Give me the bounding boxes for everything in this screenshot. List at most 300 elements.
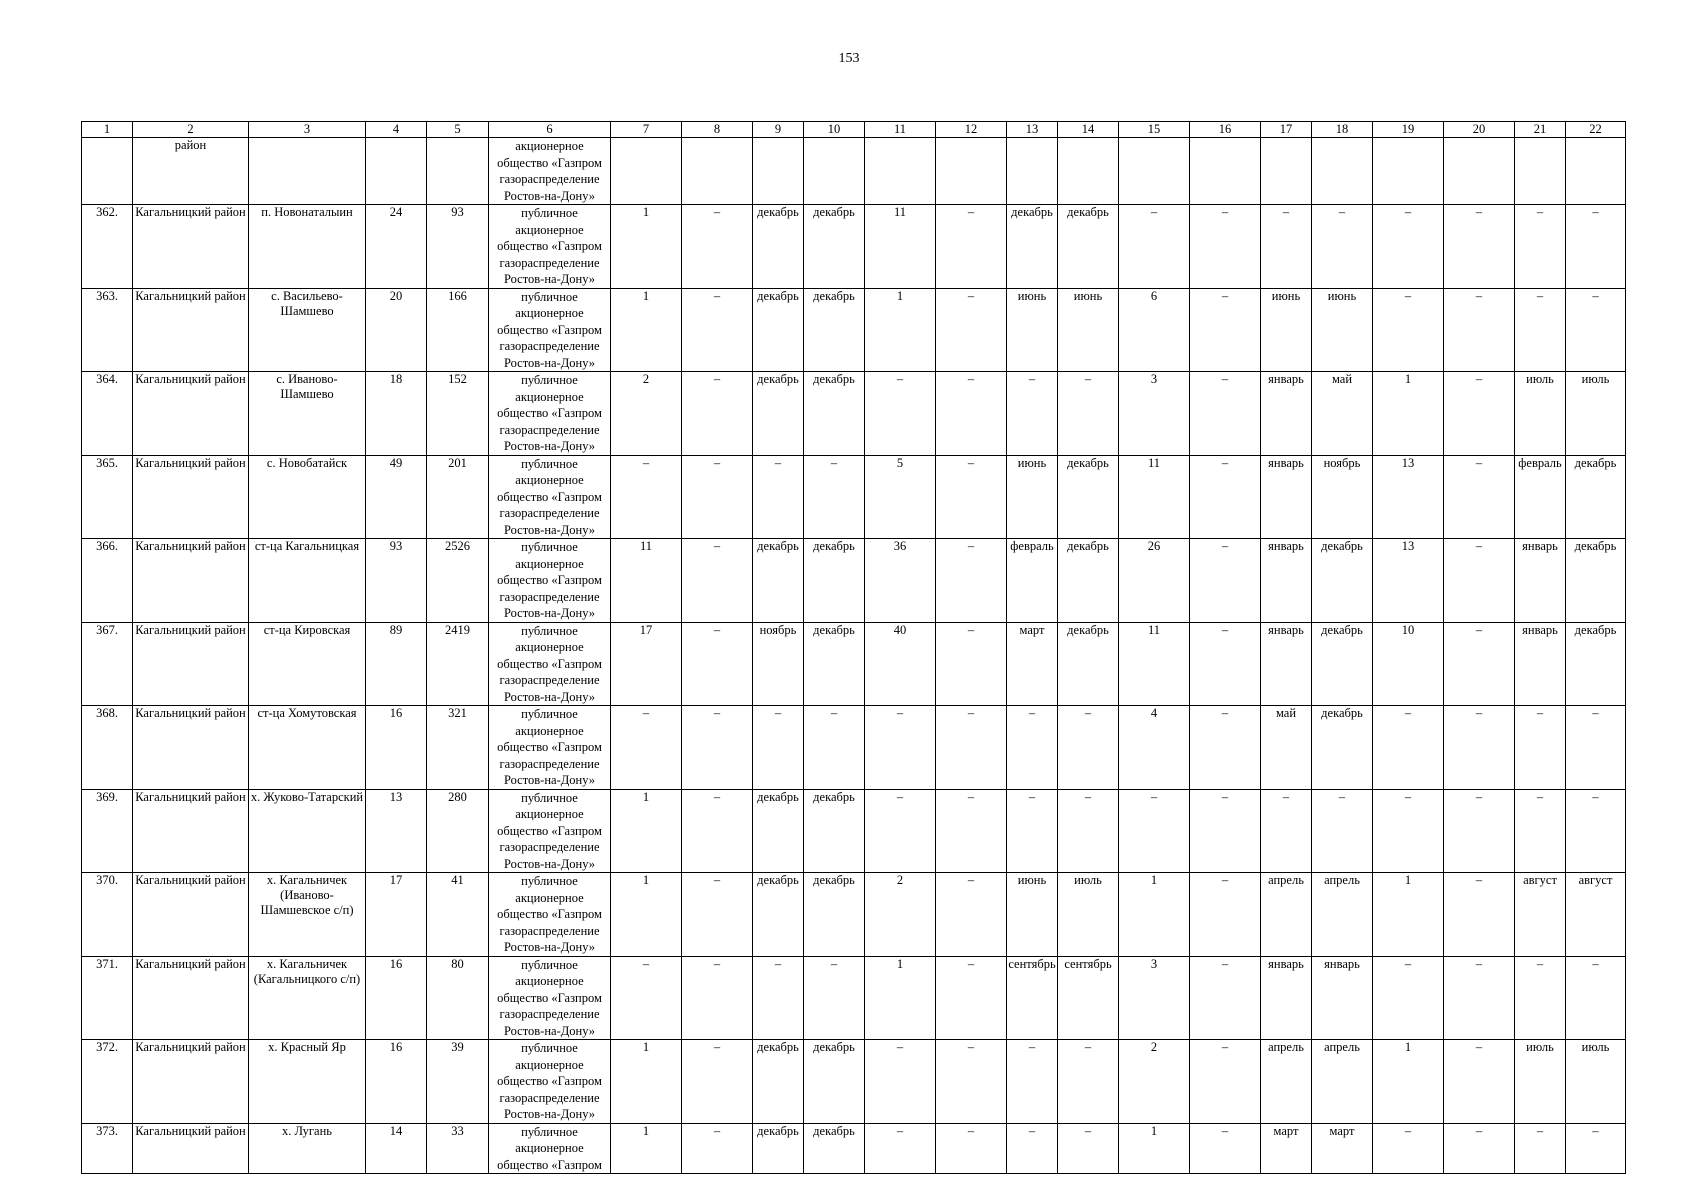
- cell-col-10: декабрь: [804, 1040, 865, 1124]
- cell-col-14: –: [1058, 789, 1119, 873]
- table-row: [82, 706, 1626, 790]
- cell-col-3: п. Новонаталыин: [249, 205, 366, 289]
- column-header-6: 6: [489, 122, 611, 138]
- cell-col-9: –: [753, 956, 804, 1040]
- cell-col-17: март: [1261, 1123, 1312, 1174]
- cell-col-15: –: [1119, 205, 1190, 289]
- cell-col-7: 17: [611, 622, 682, 706]
- cell-col-18: май: [1312, 372, 1373, 456]
- cell-col-17: январь: [1261, 956, 1312, 1040]
- cell-col-6: акционерное общество «Газпром газораспределение Ростов-на-Дону»: [489, 138, 611, 205]
- cell-col-18: январь: [1312, 956, 1373, 1040]
- cell-col-5: 321: [427, 706, 489, 790]
- cell-col-8: –: [682, 789, 753, 873]
- cell-col-21: –: [1515, 288, 1566, 372]
- cell-col-9: декабрь: [753, 1123, 804, 1174]
- cell-col-9: ноябрь: [753, 622, 804, 706]
- cell-col-20: –: [1444, 372, 1515, 456]
- cell-col-3: х. Красный Яр: [249, 1040, 366, 1124]
- gasification-schedule-table: [81, 121, 1626, 1174]
- cell-col-17: апрель: [1261, 1040, 1312, 1124]
- cell-col-22: декабрь: [1566, 539, 1626, 623]
- cell-col-7: 2: [611, 372, 682, 456]
- cell-col-8: [682, 138, 753, 205]
- cell-col-19: 13: [1373, 539, 1444, 623]
- cell-col-16: –: [1190, 288, 1261, 372]
- cell-col-13: февраль: [1007, 539, 1058, 623]
- cell-col-8: –: [682, 455, 753, 539]
- table-row: [82, 455, 1626, 539]
- cell-col-5: 166: [427, 288, 489, 372]
- column-header-15: 15: [1119, 122, 1190, 138]
- cell-col-15: 11: [1119, 622, 1190, 706]
- cell-col-15: 3: [1119, 372, 1190, 456]
- cell-col-6: публичное акционерное общество «Газпром газораспределение Ростов-на-Дону»: [489, 873, 611, 957]
- cell-col-10: –: [804, 706, 865, 790]
- column-header-17: 17: [1261, 122, 1312, 138]
- cell-col-21: [1515, 138, 1566, 205]
- cell-col-11: –: [865, 1040, 936, 1124]
- cell-col-19: –: [1373, 1123, 1444, 1174]
- cell-col-15: 11: [1119, 455, 1190, 539]
- cell-col-7: 1: [611, 288, 682, 372]
- cell-col-2: район: [133, 138, 249, 205]
- cell-col-21: июль: [1515, 1040, 1566, 1124]
- column-header-5: 5: [427, 122, 489, 138]
- cell-col-6: публичное акционерное общество «Газпром газораспределение Ростов-на-Дону»: [489, 789, 611, 873]
- cell-col-5: 39: [427, 1040, 489, 1124]
- cell-col-18: декабрь: [1312, 706, 1373, 790]
- cell-col-17: январь: [1261, 622, 1312, 706]
- cell-col-12: –: [936, 1123, 1007, 1174]
- column-header-8: 8: [682, 122, 753, 138]
- cell-col-18: ноябрь: [1312, 455, 1373, 539]
- column-header-1: 1: [82, 122, 133, 138]
- cell-col-3: с. Васильево-Шамшево: [249, 288, 366, 372]
- cell-col-4: 16: [366, 956, 427, 1040]
- cell-col-1: 368.: [82, 706, 133, 790]
- cell-col-17: январь: [1261, 372, 1312, 456]
- cell-col-7: 1: [611, 789, 682, 873]
- cell-col-13: июнь: [1007, 288, 1058, 372]
- cell-col-12: –: [936, 372, 1007, 456]
- cell-col-11: 1: [865, 956, 936, 1040]
- cell-col-14: –: [1058, 1040, 1119, 1124]
- cell-col-11: 5: [865, 455, 936, 539]
- cell-col-6: публичное акционерное общество «Газпром газораспределение Ростов-на-Дону»: [489, 539, 611, 623]
- cell-col-6: публичное акционерное общество «Газпром газораспределение Ростов-на-Дону»: [489, 205, 611, 289]
- cell-col-20: [1444, 138, 1515, 205]
- cell-col-21: август: [1515, 873, 1566, 957]
- cell-col-10: –: [804, 455, 865, 539]
- cell-col-20: –: [1444, 873, 1515, 957]
- cell-col-8: –: [682, 1040, 753, 1124]
- cell-col-8: –: [682, 372, 753, 456]
- cell-col-22: декабрь: [1566, 622, 1626, 706]
- cell-col-19: –: [1373, 956, 1444, 1040]
- cell-col-5: 33: [427, 1123, 489, 1174]
- cell-col-15: 2: [1119, 1040, 1190, 1124]
- cell-col-2: Кагальницкий район: [133, 873, 249, 957]
- cell-col-6: публичное акционерное общество «Газпром газораспределение Ростов-на-Дону»: [489, 288, 611, 372]
- table-row: [82, 539, 1626, 623]
- column-number-header: [82, 122, 1626, 138]
- cell-col-15: 1: [1119, 873, 1190, 957]
- cell-col-22: –: [1566, 288, 1626, 372]
- cell-col-18: декабрь: [1312, 622, 1373, 706]
- cell-col-4: 93: [366, 539, 427, 623]
- cell-col-21: –: [1515, 789, 1566, 873]
- cell-col-14: декабрь: [1058, 622, 1119, 706]
- cell-col-10: декабрь: [804, 539, 865, 623]
- column-header-14: 14: [1058, 122, 1119, 138]
- cell-col-16: [1190, 138, 1261, 205]
- cell-col-15: 1: [1119, 1123, 1190, 1174]
- cell-col-16: –: [1190, 205, 1261, 289]
- column-header-21: 21: [1515, 122, 1566, 138]
- cell-col-6: публичное акционерное общество «Газпром газораспределение Ростов-на-Дону»: [489, 706, 611, 790]
- cell-col-11: 36: [865, 539, 936, 623]
- cell-col-22: декабрь: [1566, 455, 1626, 539]
- cell-col-3: ст-ца Хомутовская: [249, 706, 366, 790]
- cell-col-8: –: [682, 539, 753, 623]
- cell-col-15: 4: [1119, 706, 1190, 790]
- cell-col-21: –: [1515, 205, 1566, 289]
- cell-col-11: –: [865, 372, 936, 456]
- cell-col-16: –: [1190, 539, 1261, 623]
- table-row-continuation: [82, 138, 1626, 205]
- cell-col-10: декабрь: [804, 372, 865, 456]
- cell-col-3: ст-ца Кагальницкая: [249, 539, 366, 623]
- cell-col-12: –: [936, 205, 1007, 289]
- cell-col-20: –: [1444, 288, 1515, 372]
- cell-col-12: –: [936, 539, 1007, 623]
- cell-col-1: [82, 138, 133, 205]
- cell-col-10: [804, 138, 865, 205]
- cell-col-7: 1: [611, 1123, 682, 1174]
- cell-col-11: [865, 138, 936, 205]
- cell-col-15: –: [1119, 789, 1190, 873]
- cell-col-2: Кагальницкий район: [133, 539, 249, 623]
- cell-col-13: [1007, 138, 1058, 205]
- cell-col-14: сентябрь: [1058, 956, 1119, 1040]
- table-row: [82, 622, 1626, 706]
- cell-col-9: декабрь: [753, 205, 804, 289]
- column-header-3: 3: [249, 122, 366, 138]
- cell-col-14: –: [1058, 1123, 1119, 1174]
- column-header-19: 19: [1373, 122, 1444, 138]
- cell-col-4: 49: [366, 455, 427, 539]
- cell-col-10: декабрь: [804, 873, 865, 957]
- table-row: [82, 372, 1626, 456]
- cell-col-3: х. Лугань: [249, 1123, 366, 1174]
- cell-col-5: 2419: [427, 622, 489, 706]
- cell-col-19: –: [1373, 288, 1444, 372]
- cell-col-4: 18: [366, 372, 427, 456]
- cell-col-10: –: [804, 956, 865, 1040]
- cell-col-20: –: [1444, 956, 1515, 1040]
- cell-col-14: декабрь: [1058, 539, 1119, 623]
- cell-col-1: 372.: [82, 1040, 133, 1124]
- cell-col-5: 80: [427, 956, 489, 1040]
- column-header-13: 13: [1007, 122, 1058, 138]
- cell-col-16: –: [1190, 1040, 1261, 1124]
- cell-col-11: –: [865, 789, 936, 873]
- cell-col-18: –: [1312, 789, 1373, 873]
- column-header-2: 2: [133, 122, 249, 138]
- column-header-22: 22: [1566, 122, 1626, 138]
- cell-col-19: –: [1373, 706, 1444, 790]
- cell-col-15: [1119, 138, 1190, 205]
- cell-col-20: –: [1444, 622, 1515, 706]
- column-header-4: 4: [366, 122, 427, 138]
- cell-col-1: 362.: [82, 205, 133, 289]
- cell-col-12: [936, 138, 1007, 205]
- cell-col-22: июль: [1566, 372, 1626, 456]
- cell-col-17: июнь: [1261, 288, 1312, 372]
- cell-col-22: –: [1566, 205, 1626, 289]
- cell-col-13: –: [1007, 372, 1058, 456]
- cell-col-14: июнь: [1058, 288, 1119, 372]
- table-row: [82, 205, 1626, 289]
- table-row: [82, 789, 1626, 873]
- cell-col-4: [366, 138, 427, 205]
- cell-col-11: 40: [865, 622, 936, 706]
- cell-col-5: [427, 138, 489, 205]
- cell-col-6: публичное акционерное общество «Газпром газораспределение Ростов-на-Дону»: [489, 956, 611, 1040]
- cell-col-2: Кагальницкий район: [133, 789, 249, 873]
- cell-col-18: апрель: [1312, 1040, 1373, 1124]
- cell-col-10: декабрь: [804, 789, 865, 873]
- cell-col-22: август: [1566, 873, 1626, 957]
- cell-col-19: 1: [1373, 1040, 1444, 1124]
- cell-col-6: публичное акционерное общество «Газпром: [489, 1123, 611, 1174]
- cell-col-5: 201: [427, 455, 489, 539]
- cell-col-16: –: [1190, 706, 1261, 790]
- cell-col-11: 1: [865, 288, 936, 372]
- cell-col-8: –: [682, 205, 753, 289]
- cell-col-20: –: [1444, 789, 1515, 873]
- cell-col-8: –: [682, 956, 753, 1040]
- cell-col-18: апрель: [1312, 873, 1373, 957]
- cell-col-22: –: [1566, 789, 1626, 873]
- cell-col-4: 16: [366, 706, 427, 790]
- cell-col-5: 152: [427, 372, 489, 456]
- table-row: [82, 288, 1626, 372]
- cell-col-19: [1373, 138, 1444, 205]
- cell-col-17: май: [1261, 706, 1312, 790]
- cell-col-1: 367.: [82, 622, 133, 706]
- cell-col-2: Кагальницкий район: [133, 706, 249, 790]
- cell-col-9: декабрь: [753, 288, 804, 372]
- column-header-12: 12: [936, 122, 1007, 138]
- cell-col-8: –: [682, 706, 753, 790]
- cell-col-4: 16: [366, 1040, 427, 1124]
- cell-col-5: 280: [427, 789, 489, 873]
- cell-col-9: декабрь: [753, 873, 804, 957]
- cell-col-13: –: [1007, 1123, 1058, 1174]
- cell-col-2: Кагальницкий район: [133, 288, 249, 372]
- cell-col-1: 370.: [82, 873, 133, 957]
- cell-col-13: сентябрь: [1007, 956, 1058, 1040]
- cell-col-1: 365.: [82, 455, 133, 539]
- table-row: [82, 956, 1626, 1040]
- cell-col-3: х. Кагальничек (Иваново-Шамшевское с/п): [249, 873, 366, 957]
- cell-col-8: –: [682, 622, 753, 706]
- cell-col-18: [1312, 138, 1373, 205]
- cell-col-11: 2: [865, 873, 936, 957]
- cell-col-7: 1: [611, 1040, 682, 1124]
- cell-col-19: –: [1373, 789, 1444, 873]
- column-header-20: 20: [1444, 122, 1515, 138]
- cell-col-14: –: [1058, 372, 1119, 456]
- cell-col-21: –: [1515, 706, 1566, 790]
- cell-col-16: –: [1190, 372, 1261, 456]
- cell-col-16: –: [1190, 873, 1261, 957]
- cell-col-13: июнь: [1007, 455, 1058, 539]
- cell-col-12: –: [936, 873, 1007, 957]
- cell-col-20: –: [1444, 205, 1515, 289]
- cell-col-16: –: [1190, 1123, 1261, 1174]
- cell-col-8: –: [682, 873, 753, 957]
- cell-col-2: Кагальницкий район: [133, 956, 249, 1040]
- cell-col-1: 373.: [82, 1123, 133, 1174]
- cell-col-13: июнь: [1007, 873, 1058, 957]
- table-row: [82, 873, 1626, 957]
- cell-col-9: декабрь: [753, 539, 804, 623]
- cell-col-21: –: [1515, 956, 1566, 1040]
- cell-col-12: –: [936, 288, 1007, 372]
- cell-col-12: –: [936, 956, 1007, 1040]
- cell-col-7: –: [611, 956, 682, 1040]
- table-row: [82, 1040, 1626, 1124]
- cell-col-2: Кагальницкий район: [133, 1123, 249, 1174]
- cell-col-17: январь: [1261, 539, 1312, 623]
- page-number: 153: [838, 51, 860, 66]
- cell-col-9: –: [753, 706, 804, 790]
- column-header-16: 16: [1190, 122, 1261, 138]
- cell-col-15: 3: [1119, 956, 1190, 1040]
- column-header-9: 9: [753, 122, 804, 138]
- cell-col-17: –: [1261, 205, 1312, 289]
- table-row: [82, 1123, 1626, 1174]
- cell-col-16: –: [1190, 622, 1261, 706]
- cell-col-22: –: [1566, 706, 1626, 790]
- cell-col-17: апрель: [1261, 873, 1312, 957]
- cell-col-22: –: [1566, 956, 1626, 1040]
- cell-col-20: –: [1444, 1040, 1515, 1124]
- cell-col-6: публичное акционерное общество «Газпром газораспределение Ростов-на-Дону»: [489, 455, 611, 539]
- cell-col-14: июль: [1058, 873, 1119, 957]
- cell-col-4: 13: [366, 789, 427, 873]
- cell-col-14: декабрь: [1058, 455, 1119, 539]
- cell-col-5: 41: [427, 873, 489, 957]
- cell-col-21: январь: [1515, 622, 1566, 706]
- column-header-11: 11: [865, 122, 936, 138]
- cell-col-11: –: [865, 706, 936, 790]
- cell-col-19: 10: [1373, 622, 1444, 706]
- cell-col-17: –: [1261, 789, 1312, 873]
- cell-col-2: Кагальницкий район: [133, 1040, 249, 1124]
- cell-col-7: 1: [611, 873, 682, 957]
- cell-col-7: 11: [611, 539, 682, 623]
- cell-col-4: 89: [366, 622, 427, 706]
- cell-col-14: –: [1058, 706, 1119, 790]
- cell-col-20: –: [1444, 1123, 1515, 1174]
- cell-col-22: –: [1566, 1123, 1626, 1174]
- cell-col-21: июль: [1515, 372, 1566, 456]
- cell-col-9: декабрь: [753, 372, 804, 456]
- cell-col-9: декабрь: [753, 1040, 804, 1124]
- cell-col-18: июнь: [1312, 288, 1373, 372]
- cell-col-7: 1: [611, 205, 682, 289]
- cell-col-14: декабрь: [1058, 205, 1119, 289]
- cell-col-12: –: [936, 789, 1007, 873]
- cell-col-13: декабрь: [1007, 205, 1058, 289]
- cell-col-8: –: [682, 1123, 753, 1174]
- cell-col-18: декабрь: [1312, 539, 1373, 623]
- cell-col-11: –: [865, 1123, 936, 1174]
- cell-col-18: –: [1312, 205, 1373, 289]
- cell-col-3: х. Жуково-Татарский: [249, 789, 366, 873]
- cell-col-1: 369.: [82, 789, 133, 873]
- cell-col-3: с. Новобатайск: [249, 455, 366, 539]
- cell-col-13: –: [1007, 706, 1058, 790]
- column-header-7: 7: [611, 122, 682, 138]
- cell-col-19: 13: [1373, 455, 1444, 539]
- cell-col-7: –: [611, 455, 682, 539]
- cell-col-2: Кагальницкий район: [133, 372, 249, 456]
- cell-col-13: март: [1007, 622, 1058, 706]
- header-row: [82, 122, 1626, 138]
- cell-col-12: –: [936, 1040, 1007, 1124]
- cell-col-21: –: [1515, 1123, 1566, 1174]
- cell-col-17: январь: [1261, 455, 1312, 539]
- cell-col-22: [1566, 138, 1626, 205]
- cell-col-15: 6: [1119, 288, 1190, 372]
- cell-col-19: –: [1373, 205, 1444, 289]
- cell-col-2: Кагальницкий район: [133, 455, 249, 539]
- cell-col-17: [1261, 138, 1312, 205]
- cell-col-20: –: [1444, 706, 1515, 790]
- cell-col-16: –: [1190, 789, 1261, 873]
- cell-col-13: –: [1007, 1040, 1058, 1124]
- cell-col-16: –: [1190, 455, 1261, 539]
- cell-col-5: 93: [427, 205, 489, 289]
- cell-col-8: –: [682, 288, 753, 372]
- cell-col-18: март: [1312, 1123, 1373, 1174]
- cell-col-16: –: [1190, 956, 1261, 1040]
- cell-col-2: Кагальницкий район: [133, 622, 249, 706]
- cell-col-20: –: [1444, 539, 1515, 623]
- cell-col-14: [1058, 138, 1119, 205]
- cell-col-4: 24: [366, 205, 427, 289]
- cell-col-9: декабрь: [753, 789, 804, 873]
- cell-col-11: 11: [865, 205, 936, 289]
- cell-col-3: с. Иваново-Шамшево: [249, 372, 366, 456]
- cell-col-1: 364.: [82, 372, 133, 456]
- cell-col-10: декабрь: [804, 1123, 865, 1174]
- column-header-18: 18: [1312, 122, 1373, 138]
- cell-col-3: [249, 138, 366, 205]
- cell-col-7: [611, 138, 682, 205]
- table-body: [82, 138, 1626, 1174]
- cell-col-1: 366.: [82, 539, 133, 623]
- cell-col-10: декабрь: [804, 622, 865, 706]
- cell-col-1: 363.: [82, 288, 133, 372]
- cell-col-12: –: [936, 455, 1007, 539]
- cell-col-12: –: [936, 622, 1007, 706]
